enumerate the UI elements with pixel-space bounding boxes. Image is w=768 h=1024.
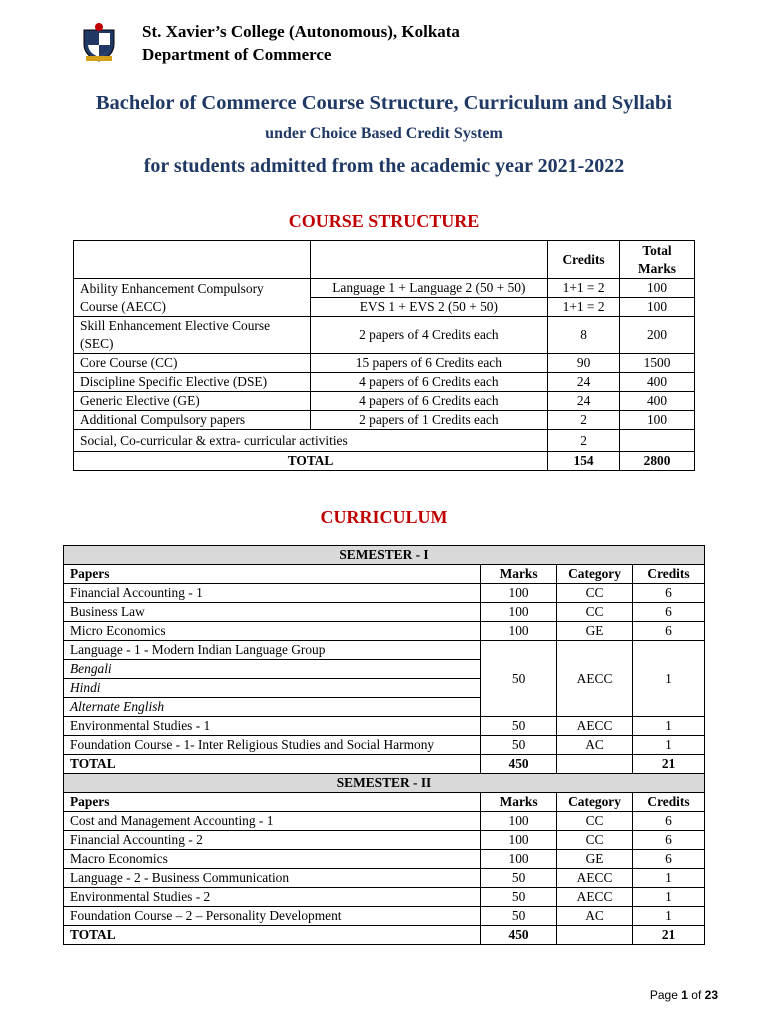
paper-name: Macro Economics xyxy=(64,850,481,869)
row-marks: 100 xyxy=(620,298,695,317)
table-row xyxy=(74,373,695,392)
language-credits: 1 xyxy=(633,641,705,717)
main-title: Bachelor of Commerce Course Structure, Curriculum and Syllabi xyxy=(95,92,673,114)
paper-credits: 6 xyxy=(633,603,705,622)
table-row xyxy=(64,736,705,755)
paper-credits: 1 xyxy=(633,907,705,926)
semester-2-title: SEMESTER - II xyxy=(64,774,705,793)
aecc-name: Ability Enhancement Compulsory Course (AECC) xyxy=(74,279,311,317)
table-row xyxy=(64,641,705,660)
language-option: Bengali xyxy=(64,660,481,679)
curriculum-heading: CURRICULUM xyxy=(320,507,448,527)
table-header-row xyxy=(74,241,695,279)
row-name: Skill Enhancement Elective Course (SEC) xyxy=(74,317,311,354)
paper-category: GE xyxy=(557,622,633,641)
semester-total-marks: 450 xyxy=(481,926,557,945)
total-marks-header: Total Marks xyxy=(620,241,695,279)
table-row xyxy=(74,430,695,452)
paper-category: AC xyxy=(557,736,633,755)
language-category: AECC xyxy=(557,641,633,717)
paper-marks: 100 xyxy=(481,584,557,603)
academic-year-title: for students admitted from the academic year 2021-2022 xyxy=(143,155,625,177)
row-desc: 4 papers of 6 Credits each xyxy=(310,373,548,392)
paper-name: Foundation Course - 1- Inter Religious Studies and Social Harmony xyxy=(64,736,481,755)
page-label: Page xyxy=(649,988,678,1002)
semester-1-title-row xyxy=(64,546,705,565)
paper-name: Cost and Management Accounting - 1 xyxy=(64,812,481,831)
college-crest-logo xyxy=(80,22,118,62)
paper-credits: 1 xyxy=(633,717,705,736)
paper-credits: 6 xyxy=(633,622,705,641)
language-group-name: Language - 1 - Modern Indian Language Group xyxy=(64,641,481,660)
paper-marks: 100 xyxy=(481,603,557,622)
course-structure-table xyxy=(73,240,695,471)
paper-credits: 1 xyxy=(633,869,705,888)
row-credits: 90 xyxy=(548,354,620,373)
social-activities-name: Social, Co-curricular & extra- curricular activities xyxy=(74,430,548,452)
paper-category: AECC xyxy=(557,888,633,907)
total-row xyxy=(74,452,695,471)
language-marks: 50 xyxy=(481,641,557,717)
row-credits: 1+1 = 2 xyxy=(548,279,620,298)
table-row xyxy=(74,317,695,354)
column-header-row xyxy=(64,565,705,584)
paper-marks: 100 xyxy=(481,622,557,641)
row-marks: 1500 xyxy=(620,354,695,373)
table-row xyxy=(64,869,705,888)
category-header: Category xyxy=(557,793,633,812)
paper-name: Foundation Course – 2 – Personality Development xyxy=(64,907,481,926)
paper-category: CC xyxy=(557,584,633,603)
paper-marks: 50 xyxy=(481,907,557,926)
row-name: Generic Elective (GE) xyxy=(74,392,311,411)
total-credits: 154 xyxy=(548,452,620,471)
semester-total-credits: 21 xyxy=(633,926,705,945)
row-desc: 2 papers of 1 Credits each xyxy=(310,411,548,430)
total-row xyxy=(64,755,705,774)
subtitle: under Choice Based Credit System xyxy=(265,125,503,142)
paper-credits: 6 xyxy=(633,850,705,869)
social-activities-credits: 2 xyxy=(548,430,620,452)
table-row xyxy=(64,850,705,869)
row-credits: 24 xyxy=(548,373,620,392)
row-marks: 400 xyxy=(620,392,695,411)
row-name: Discipline Specific Elective (DSE) xyxy=(74,373,311,392)
paper-name: Micro Economics xyxy=(64,622,481,641)
page-total: 23 xyxy=(704,988,718,1002)
table-row xyxy=(74,411,695,430)
paper-name: Environmental Studies - 2 xyxy=(64,888,481,907)
table-row xyxy=(74,279,695,298)
papers-header: Papers xyxy=(64,565,481,584)
column-header-row xyxy=(64,793,705,812)
row-marks: 400 xyxy=(620,373,695,392)
credits-header: Credits xyxy=(633,793,705,812)
paper-name: Environmental Studies - 1 xyxy=(64,717,481,736)
row-marks: 100 xyxy=(620,411,695,430)
page-number xyxy=(650,988,718,1002)
row-desc: 4 papers of 6 Credits each xyxy=(310,392,548,411)
semester-2-title-row xyxy=(64,774,705,793)
table-row xyxy=(64,831,705,850)
table-row xyxy=(64,622,705,641)
row-marks: 100 xyxy=(620,279,695,298)
page-of-label: of xyxy=(691,988,702,1002)
college-name: St. Xavier’s College (Autonomous), Kolkata xyxy=(142,22,460,41)
paper-name: Financial Accounting - 1 xyxy=(64,584,481,603)
paper-credits: 6 xyxy=(633,831,705,850)
row-desc: Language 1 + Language 2 (50 + 50) xyxy=(310,279,548,298)
row-credits: 24 xyxy=(548,392,620,411)
category-header: Category xyxy=(557,565,633,584)
semester-total-label: TOTAL xyxy=(64,926,481,945)
total-row xyxy=(64,926,705,945)
paper-category: CC xyxy=(557,831,633,850)
table-row xyxy=(74,392,695,411)
table-row xyxy=(64,603,705,622)
paper-credits: 6 xyxy=(633,812,705,831)
paper-marks: 50 xyxy=(481,869,557,888)
row-desc: 2 papers of 4 Credits each xyxy=(310,317,548,354)
semester-total-credits: 21 xyxy=(633,755,705,774)
page-current: 1 xyxy=(681,988,688,1002)
paper-marks: 100 xyxy=(481,812,557,831)
paper-category: AECC xyxy=(557,869,633,888)
total-label: TOTAL xyxy=(74,452,548,471)
row-credits: 8 xyxy=(548,317,620,354)
department-name: Department of Commerce xyxy=(142,45,332,64)
table-row xyxy=(64,812,705,831)
paper-marks: 50 xyxy=(481,888,557,907)
paper-marks: 100 xyxy=(481,850,557,869)
table-row xyxy=(64,584,705,603)
paper-marks: 50 xyxy=(481,736,557,755)
paper-category: CC xyxy=(557,812,633,831)
papers-header: Papers xyxy=(64,793,481,812)
credits-header: Credits xyxy=(548,241,620,279)
semester-total-marks: 450 xyxy=(481,755,557,774)
paper-name: Business Law xyxy=(64,603,481,622)
marks-header: Marks xyxy=(481,565,557,584)
table-row xyxy=(74,354,695,373)
total-marks: 2800 xyxy=(620,452,695,471)
paper-category: AECC xyxy=(557,717,633,736)
paper-name: Financial Accounting - 2 xyxy=(64,831,481,850)
paper-marks: 50 xyxy=(481,717,557,736)
course-structure-heading: COURSE STRUCTURE xyxy=(288,211,480,231)
row-marks: 200 xyxy=(620,317,695,354)
table-row xyxy=(64,907,705,926)
paper-credits: 1 xyxy=(633,736,705,755)
paper-credits: 6 xyxy=(633,584,705,603)
paper-category: AC xyxy=(557,907,633,926)
row-desc: EVS 1 + EVS 2 (50 + 50) xyxy=(310,298,548,317)
paper-credits: 1 xyxy=(633,888,705,907)
row-name: Core Course (CC) xyxy=(74,354,311,373)
semester-1-title: SEMESTER - I xyxy=(64,546,705,565)
paper-category: CC xyxy=(557,603,633,622)
language-option: Alternate English xyxy=(64,698,481,717)
row-desc: 15 papers of 6 Credits each xyxy=(310,354,548,373)
marks-header: Marks xyxy=(481,793,557,812)
credits-header: Credits xyxy=(633,565,705,584)
table-row xyxy=(64,888,705,907)
row-name: Additional Compulsory papers xyxy=(74,411,311,430)
row-credits: 2 xyxy=(548,411,620,430)
paper-marks: 100 xyxy=(481,831,557,850)
paper-name: Language - 2 - Business Communication xyxy=(64,869,481,888)
curriculum-table xyxy=(63,545,705,945)
semester-total-label: TOTAL xyxy=(64,755,481,774)
row-credits: 1+1 = 2 xyxy=(548,298,620,317)
paper-category: GE xyxy=(557,850,633,869)
language-option: Hindi xyxy=(64,679,481,698)
table-row xyxy=(64,717,705,736)
